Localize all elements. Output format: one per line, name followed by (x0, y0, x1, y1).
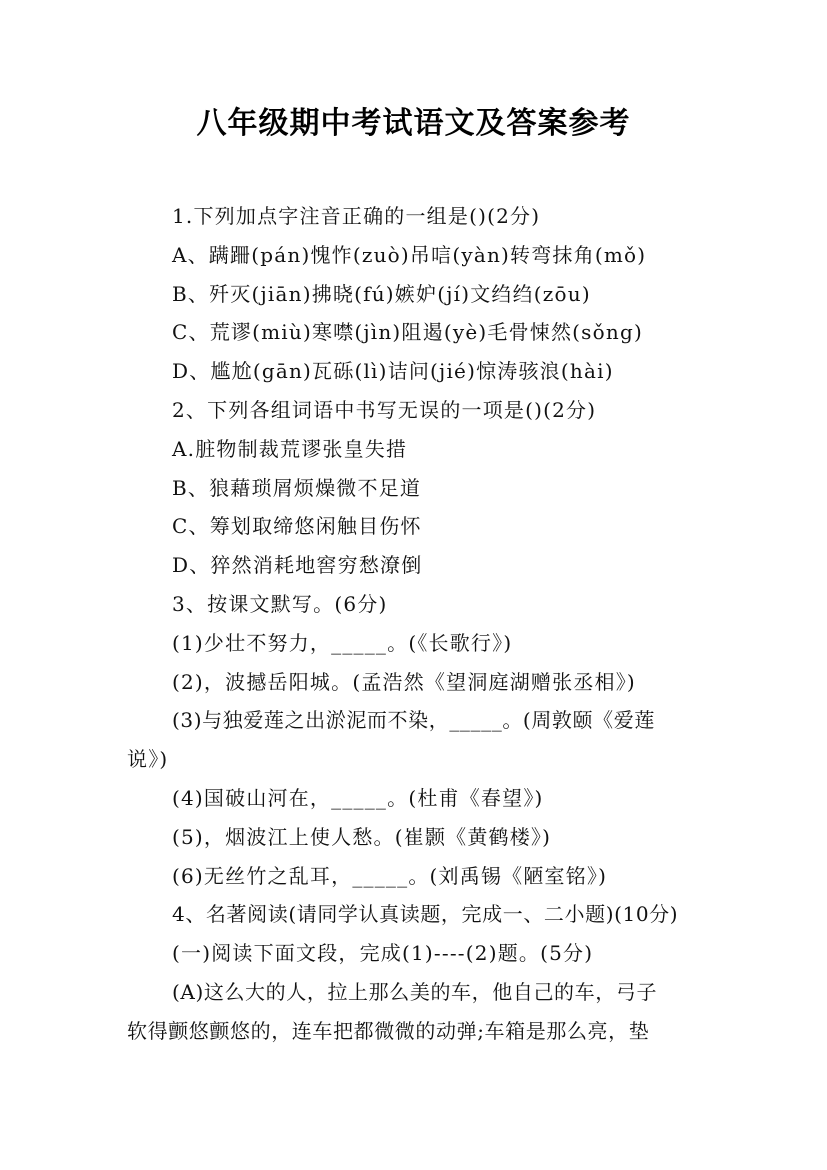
question-1-option-c: C、荒谬(miù)寒噤(jìn)阻遏(yè)毛骨悚然(sǒng) (172, 320, 643, 345)
question-3-item-6: (6)无丝竹之乱耳，_____。(刘禹锡《陋室铭》) (172, 863, 608, 888)
question-2-option-a: A.脏物制裁荒谬张皇失措 (172, 436, 408, 461)
question-2-option-d: D、猝然消耗地窖穷愁潦倒 (172, 553, 423, 578)
question-4-stem: 4、名著阅读(请同学认真读题，完成一、二小题)(10分) (172, 902, 679, 927)
question-1-option-a: A、蹒跚(pán)愧怍(zuò)吊唁(yàn)转弯抹角(mǒ) (172, 242, 647, 267)
question-3-item-1: (1)少壮不努力，_____。(《长歌行》) (172, 630, 513, 655)
question-2-option-c: C、筹划取缔悠闲触目伤怀 (172, 514, 422, 539)
question-1-option-b: B、歼灭(jiān)拂晓(fú)嫉妒(jí)文绉绉(zōu) (172, 281, 591, 306)
question-1-option-d: D、尴尬(gān)瓦砾(lì)诘问(jié)惊涛骇浪(hài) (172, 359, 614, 384)
question-3-item-3-continued: 说》) (127, 747, 169, 772)
question-3-item-5: (5)，烟波江上使人愁。(崔颢《黄鹤楼》) (172, 824, 552, 849)
question-1-stem: 1.下列加点字注音正确的一组是()(2分) (172, 204, 541, 228)
question-3-item-3: (3)与独爱莲之出淤泥而不染，_____。(周敦颐《爱莲 (172, 708, 655, 733)
document-title: 八年级期中考试语文及答案参考 (196, 106, 631, 141)
question-3-stem: 3、按课文默写。(6分) (172, 591, 388, 616)
question-2-stem: 2、下列各组词语中书写无误的一项是()(2分) (172, 397, 597, 422)
question-4-part-1-instruction: (一)阅读下面文段，完成(1)----(2)题。(5分) (172, 941, 594, 966)
document-body (127, 197, 707, 1051)
question-2-option-b: B、狼藉琐屑烦燥微不足道 (172, 475, 422, 500)
reading-passage-line-1: (A)这么大的人，拉上那么美的车，他自己的车，弓子 (172, 979, 658, 1004)
reading-passage-line-2: 软得颤悠颤悠的，连车把都微微的动弹;车箱是那么亮，垫 (127, 1018, 650, 1043)
question-3-item-2: (2)，波撼岳阳城。(孟浩然《望洞庭湖赠张丞相》) (172, 669, 636, 694)
question-3-item-4: (4)国破山河在，_____。(杜甫《春望》) (172, 785, 544, 810)
